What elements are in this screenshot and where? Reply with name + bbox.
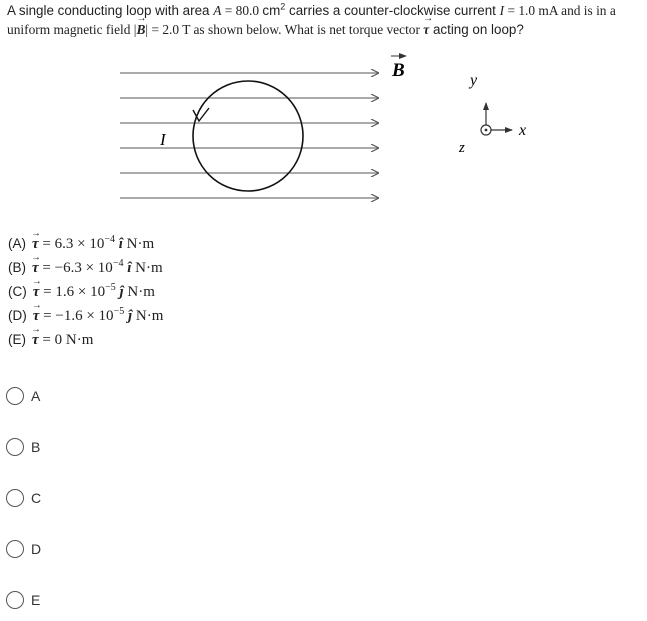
option-a[interactable]	[6, 384, 40, 408]
option-label[interactable]: D	[31, 541, 42, 557]
question-text: A single conducting loop with area A = 80.0 $cm^2$ carries a counter-clockwise current I = 1.0 mA and is in a uniform magnetic field |B →| = 2.0 T as shown below. What is net torque vector τ → acting on loop?	[7, 2, 643, 39]
field-lines	[120, 73, 378, 198]
radio-button-icon[interactable]	[6, 489, 24, 507]
option-e[interactable]	[6, 588, 40, 612]
coordinate-axes	[458, 72, 526, 156]
choice-a: (A) τ → = $6.3 \times 10^{-4}$ î N·m	[8, 232, 163, 256]
option-label[interactable]: C	[31, 490, 42, 506]
axis-x-label: x	[519, 122, 527, 139]
radio-button-icon[interactable]	[6, 540, 24, 558]
axis-y-label: y	[470, 72, 478, 89]
radio-button-icon[interactable]	[6, 438, 24, 456]
choice-c: (C) τ → = $1.6 \times 10^{-5}$ ĵ N·m	[8, 280, 163, 304]
choice-e: (E) τ → = 0 N·m	[8, 328, 163, 352]
field-label: B	[392, 60, 405, 81]
choice-d: (D) τ → = $-1.6 \times 10^{-5}$ ĵ N·m	[8, 304, 163, 328]
option-d[interactable]	[6, 537, 41, 561]
choice-b: (B) τ → = $-6.3 \times 10^{-4}$ î N·m	[8, 256, 163, 280]
radio-button-icon[interactable]	[6, 387, 24, 405]
current-label: I	[160, 130, 166, 149]
option-label[interactable]: B	[31, 439, 41, 455]
option-label[interactable]: E	[31, 592, 41, 608]
radio-button-icon[interactable]	[6, 591, 24, 609]
option-c[interactable]	[6, 486, 41, 510]
option-label[interactable]: A	[31, 388, 41, 404]
axis-z-label: z	[459, 140, 465, 156]
option-b[interactable]	[6, 435, 40, 459]
answer-choice-list	[8, 232, 163, 352]
figure-magnetic-field-loop	[0, 0, 647, 230]
